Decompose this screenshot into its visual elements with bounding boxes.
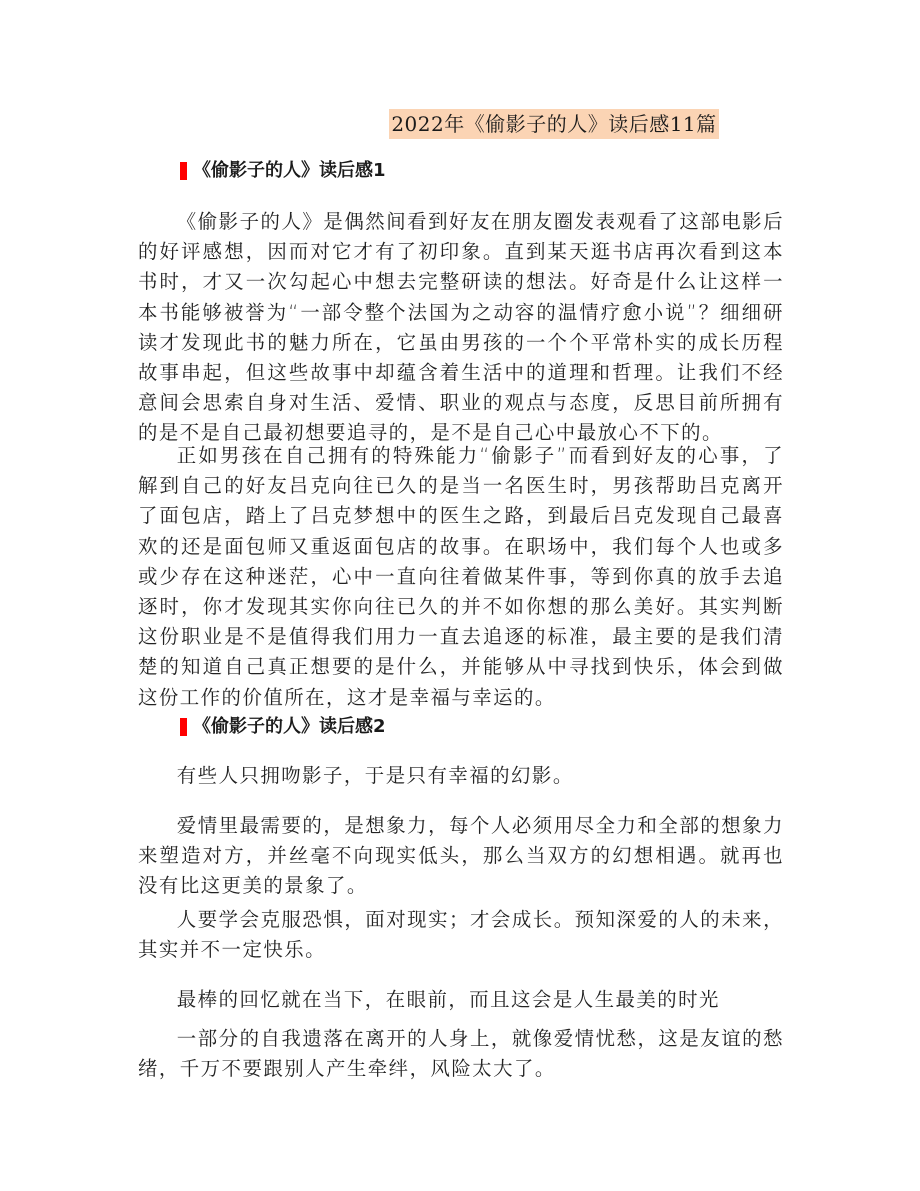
section-2-paragraph-1: 有些人只拥吻影子，于是只有幸福的幻影。 xyxy=(176,764,574,787)
section-heading-2-text: 《偷影子的人》读后感2 xyxy=(193,716,386,737)
section-2-paragraph-4: 最棒的回忆就在当下，在眼前，而且这会是人生最美的时光 xyxy=(176,988,720,1011)
section-2-paragraph-2: 爱情里最需要的，是想象力，每个人必须用尽全力和全部的想象力来塑造对方，并丝毫不向现实低头，那么当双方的幻想相遇。就再也没有比这更美的景象了。 xyxy=(138,814,784,898)
title-container xyxy=(138,109,784,139)
section-2-paragraph-5: 一部分的自我遗落在离开的人身上，就像爱情忧愁，这是友谊的愁绪，千万不要跟别人产生牵绊，风险太大了。 xyxy=(138,1027,784,1081)
section-1-paragraph-1: 《偷影子的人》是偶然间看到好友在朋友圈发表观看了这部电影后的好评感想，因而对它才有了初印象。直到某天逛书店再次看到这本书时，才又一次勾起心中想去完整研读的想法。好奇是什么让这样一本书能够被誉为“一部令整个法国为之动容的温情疗愈小说”？细细研读才发现此书的魅力所在，它虽由男孩的一个个平常朴实的成长历程故事串起，但这些故事中却蕴含着生活中的道理和哲理。让我们不经意间会思索自身对生活、爱情、职业的观点与态度，反思目前所拥有的是不是自己最初想要追寻的，是不是自己心中最放心不下的。 xyxy=(138,210,784,445)
section-heading-1 xyxy=(180,159,386,183)
heading-marker-icon xyxy=(180,162,187,180)
section-2-paragraph-3: 人要学会克服恐惧，面对现实；才会成长。预知深爱的人的未来，其实并不一定快乐。 xyxy=(138,908,784,962)
section-heading-2 xyxy=(180,715,386,739)
section-heading-1-text: 《偷影子的人》读后感1 xyxy=(193,160,386,181)
section-1-paragraph-2: 正如男孩在自己拥有的特殊能力“偷影子”而看到好友的心事，了解到自己的好友吕克向往已久的是当一名医生时，男孩帮助吕克离开了面包店，踏上了吕克梦想中的医生之路，到最后吕克发现自己最喜欢的还是面包师又重返面包店的故事。在职场中，我们每个人也或多或少存在这种迷茫，心中一直向往着做某件事，等到你真的放手去追逐时，你才发现其实你向往已久的并不如你想的那么美好。其实判断这份职业是不是值得我们用力一直去追逐的标准，最主要的是我们清楚的知道自己真正想要的是什么，并能够从中寻找到快乐，体会到做这份工作的价值所在，这才是幸福与幸运的。 xyxy=(138,444,784,709)
document-title: 2022年《偷影子的人》读后感11篇 xyxy=(389,109,718,139)
heading-marker-icon xyxy=(180,718,187,736)
